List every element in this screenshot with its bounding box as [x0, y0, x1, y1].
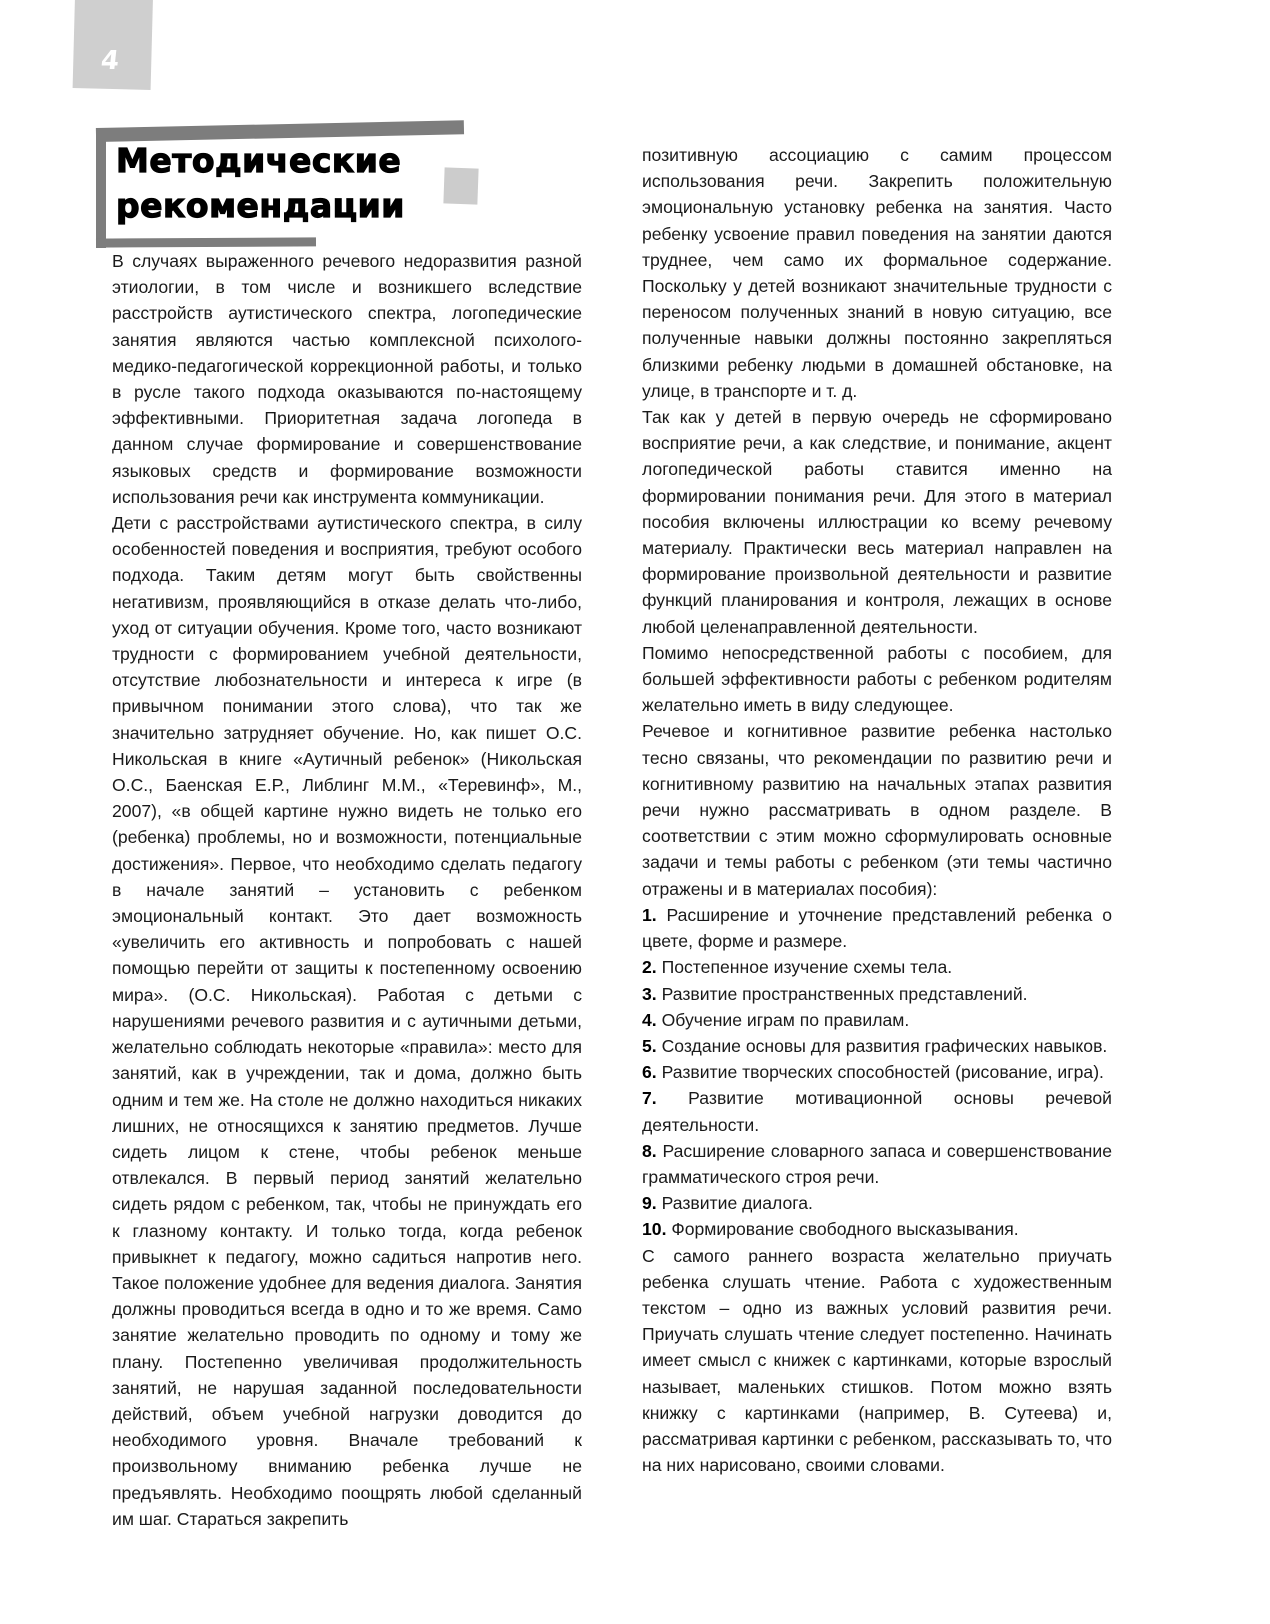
- list-item: [642, 954, 1112, 980]
- task-list: [642, 902, 1112, 1243]
- list-item-number: 9.: [642, 1193, 657, 1214]
- page-title-line-1: Методические: [116, 141, 402, 180]
- list-item-text: Обучение играм по правилам.: [661, 1009, 910, 1030]
- list-item-number: 10.: [642, 1219, 667, 1240]
- list-item: [642, 1033, 1112, 1059]
- list-item: [642, 1085, 1112, 1137]
- list-item-text: Создание основы для развития графических навыков.: [661, 1035, 1108, 1056]
- page-title: [116, 138, 405, 228]
- paragraph: Дети с расстройствами аутистического спектра, в силу особенностей поведения и восприятия, требуют особого подхода. Таким детям могут быть свойственны негативизм, проявляющийся в отказе делать что-либо, уход от ситуации обучения. Кроме того, часто возникают трудности с формированием учебной деятельности, отсутствие любознательности и интереса к игре (в привычном понимании этого слова), что так же значительно затрудняет обучение. Но, как пишет О.С. Никольская в книге «Аутичный ребенок» (Никольская О.С., Баенская Е.Р., Либлинг М.М., «Теревинф», М., 2007), «в общей картине нужно видеть не только его (ребенка) проблемы, но и возможности, потенциальные достижения». Первое, что необходимо сделать педагогу в начале занятий – установить с ребенком эмоциональный контакт. Это дает возможность «увеличить его активность и попробовать с нашей помощью перейти от защиты к постепенному освоению мира». (О.С. Никольская). Работая с детьми с нарушениями речевого развития и с аутичными детьми, желательно соблюдать некоторые «правила»: место для занятий, как в учреждении, так и дома, должно быть одним и тем же. На столе не должно находиться никаких лишних, не относящихся к занятию предметов. Лучше сидеть лицом к стене, чтобы ребенок меньше отвлекался. В первый период занятий желательно сидеть рядом с ребенком, так, чтобы не принуждать его к глазному контакту. И только тогда, когда ребенок привыкнет к педагогу, можно садиться напротив него. Такое положение удобнее для ведения диалога. Занятия должны проводиться всегда в одно и то же время. Само занятие желательно проводить по одному и тому же плану. Постепенно увеличивая продолжительность занятий, не нарушая заданной последовательности действий, объем учебной нагрузки доводится до необходимого уровня. Вначале требований к произвольному вниманию ребенка лучше не предъявлять. Необходимо поощрять любой сделанный им шаг. Стараться закрепить: [112, 513, 582, 1529]
- page-number-tab: [73, 0, 153, 90]
- list-item: [642, 1007, 1112, 1033]
- list-item-text: Расширение и уточнение представлений ребенка о цвете, форме и размере.: [642, 904, 1112, 952]
- list-item-text: Расширение словарного запаса и совершенствование грамматического строя речи.: [642, 1140, 1113, 1187]
- list-item-number: 6.: [642, 1062, 657, 1083]
- list-item-text: Постепенное изучение схемы тела.: [661, 957, 953, 978]
- paragraph: Помимо непосредственной работы с пособием, для большей эффективности работы с ребенком родителям желательно иметь в виду следующее.: [642, 642, 1112, 716]
- list-item: [642, 981, 1112, 1007]
- list-item-text: Развитие мотивационной основы речевой деятельности.: [642, 1088, 1113, 1135]
- list-item: [642, 1059, 1112, 1085]
- right-column: [642, 142, 1112, 1478]
- list-item: [642, 1138, 1112, 1190]
- list-item-text: Развитие пространственных представлений.: [661, 983, 1028, 1004]
- paragraph: В случаях выраженного речевого недоразвития разной этиологии, в том числе и возникшего вследствие расстройств аутистического спектра, логопедические занятия являются частью комплексной психолого-медико-педагогической коррекционной работы, и только в русле такого подхода оказываются по-настоящему эффективными. Приоритетная задача логопеда в данном случае формирование и совершенствование языковых средств и формирование возможности использования речи как инструмента коммуникации.: [112, 251, 582, 507]
- list-item-number: 1.: [642, 904, 657, 925]
- paragraph: С самого раннего возраста желательно приучать ребенка слушать чтение. Работа с художественным текстом – одно из важных условий развития речи. Приучать слушать чтение следует постепенно. Начинать имеет смысл с книжек с картинками, которые взрослый называет, маленьких стишков. Потом можно взять книжку с картинками (например, В. Сутеева) и, рассматривая картинки с ребенком, рассказывать то, что на них нарисовано, своими словами.: [642, 1245, 1112, 1476]
- page-number: 4: [99, 46, 121, 76]
- list-item-text: Формирование свободного высказывания.: [671, 1219, 1019, 1240]
- left-column: [112, 248, 582, 1532]
- list-item: [642, 902, 1112, 954]
- list-item-number: 2.: [642, 957, 657, 978]
- list-item: [642, 1190, 1112, 1216]
- list-item-text: Развитие творческих способностей (рисование, игра).: [661, 1062, 1104, 1083]
- list-item-number: 8.: [642, 1140, 657, 1161]
- paragraph: позитивную ассоциацию с самим процессом использования речи. Закрепить положительную эмоциональную установку ребенка на занятия. Часто ребенку усвоение правил поведения на занятии даются труднее, чем само их формальное содержание. Поскольку у детей возникают значительные трудности с переносом полученных знаний в новую ситуацию, все полученные навыки должны постоянно закрепляться близкими ребенку людьми в домашней обстановке, на улице, в транспорте и т. д.: [642, 145, 1112, 401]
- title-frame-left-bar: [96, 132, 106, 248]
- title-decoration-square: [443, 167, 478, 204]
- paragraph: Речевое и когнитивное развитие ребенка настолько тесно связаны, что рекомендации по развитию речи и когнитивному развитию на начальных этапах развития речи нужно рассматривать в одном разделе. В соответствии с этим можно сформулировать основные задачи и темы работы с ребенком (эти темы частично отражены и в материалах пособия):: [642, 721, 1112, 899]
- list-item: [642, 1216, 1112, 1242]
- list-item-number: 7.: [642, 1088, 657, 1109]
- page-title-line-2: рекомендации: [116, 186, 405, 225]
- list-item-number: 3.: [642, 983, 657, 1004]
- paragraph: Так как у детей в первую очередь не сформировано восприятие речи, а как следствие, и понимание, акцент логопедической работы ставится именно на формировании понимания речи. Для этого в материал пособия включены иллюстрации ко всему речевому материалу. Практически весь материал направлен на формирование произвольной деятельности и развитие функций планирования и контроля, лежащих в основе любой целенаправленной деятельности.: [642, 407, 1112, 637]
- title-frame-bottom-bar: [96, 237, 316, 247]
- list-item-text: Развитие диалога.: [661, 1193, 813, 1214]
- list-item-number: 5.: [642, 1035, 657, 1056]
- list-item-number: 4.: [642, 1009, 657, 1030]
